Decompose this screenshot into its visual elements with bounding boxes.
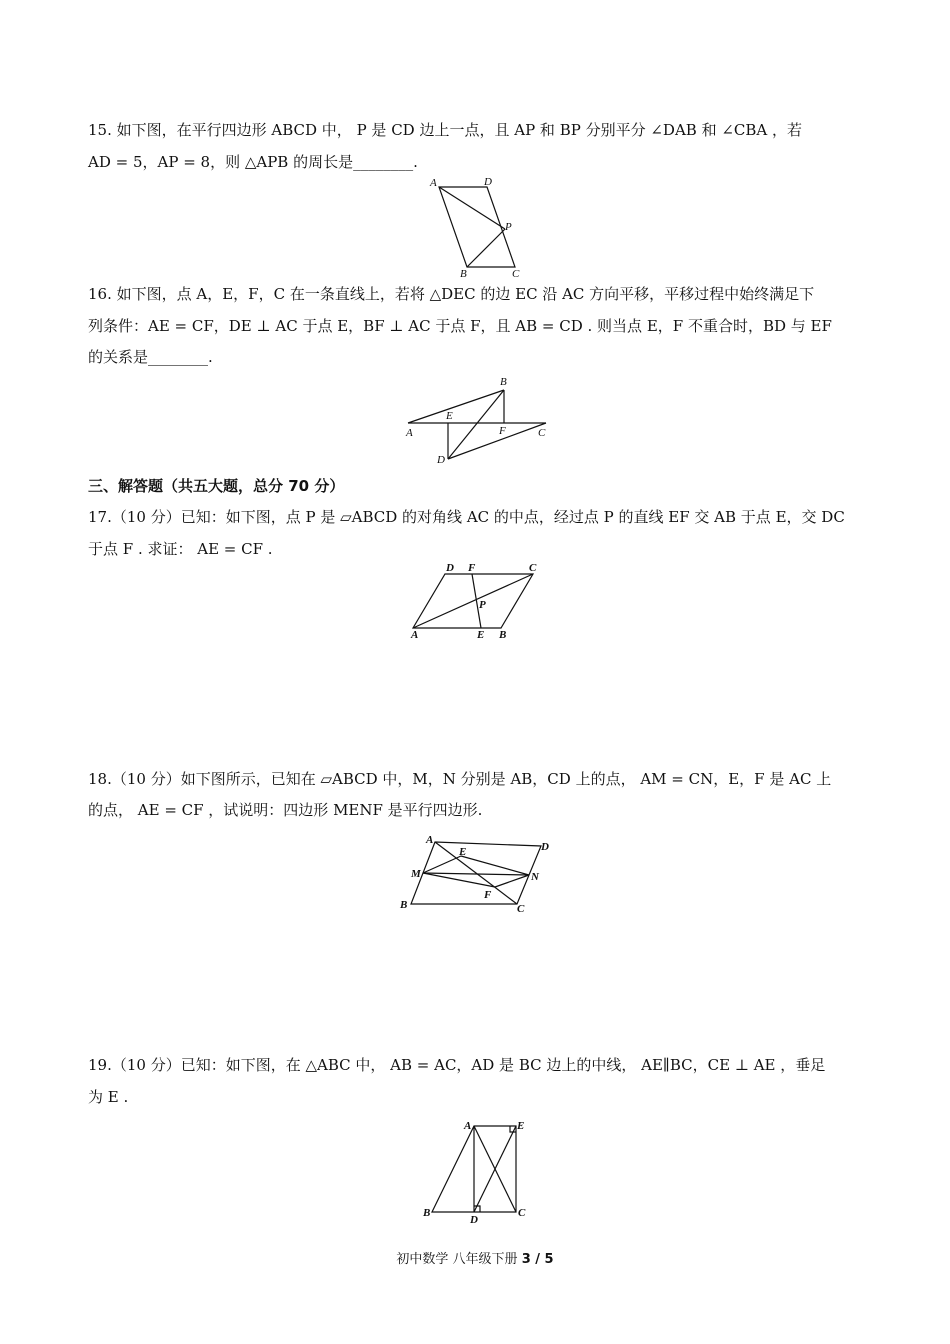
q17-label-c: C [529, 562, 537, 574]
q18-label-c: C [517, 903, 525, 915]
q18-label-n: N [531, 871, 539, 883]
q15-text-line2: AD = 5，AP = 8，则 △APB 的周长是________. [88, 153, 418, 171]
q18-text-line2: 的点， AE = CF ，试说明：四边形 MENF 是平行四边形. [88, 801, 483, 819]
q15-label-b: B [460, 268, 467, 280]
q17-label-a: A [411, 629, 419, 641]
q18-label-b: B [400, 899, 408, 911]
q17-text-line2: 于点 F . 求证： AE = CF . [88, 540, 273, 558]
q16-label-b: B [500, 376, 507, 388]
q19-label-b: B [423, 1207, 431, 1219]
q15-label-d: D [484, 176, 492, 188]
q18-figure [395, 830, 560, 920]
q18-label-d: D [541, 841, 549, 853]
q15-text-line1: 15. 如下图，在平行四边形 ABCD 中， P 是 CD 边上一点，且 AP 和 BP 分别平分 ∠DAB 和 ∠CBA ，若 [88, 121, 803, 139]
q15-label-p: P [505, 221, 512, 233]
q17-label-b: B [499, 629, 507, 641]
footer-course: 初中数学 八年级下册 [396, 1252, 518, 1267]
q16-label-e: E [446, 410, 453, 422]
q19-label-d: D [470, 1214, 478, 1226]
q17-label-p: P [479, 599, 486, 611]
page-footer [0, 1248, 950, 1267]
q16-label-c: C [538, 427, 546, 439]
q15-label-c: C [512, 268, 520, 280]
q17-figure [405, 560, 550, 642]
q19-text-line2: 为 E . [88, 1088, 129, 1106]
q17-label-f: F [468, 562, 476, 574]
q17-text-line1: 17.（10 分）已知：如下图，点 P 是 ▱ABCD 的对角线 AC 的中点，经过点 P 的直线 EF 交 AB 于点 E，交 DC [88, 508, 845, 526]
q17-label-e: E [477, 629, 485, 641]
q19-label-c: C [518, 1207, 526, 1219]
q16-text-line3: 的关系是________. [88, 348, 213, 366]
q16-text-line1: 16. 如下图，点 A，E，F，C 在一条直线上，若将 △DEC 的边 EC 沿 AC 方向平移，平移过程中始终满足下 [88, 285, 815, 303]
q16-figure [400, 372, 560, 467]
q19-label-e: E [517, 1120, 525, 1132]
q19-figure [420, 1115, 535, 1230]
q18-text-line1: 18.（10 分）如下图所示，已知在 ▱ABCD 中，M，N 分别是 AB，CD 上的点， AM = CN，E，F 是 AC 上 [88, 770, 832, 788]
q18-label-m: M [411, 868, 421, 880]
q16-label-a: A [406, 427, 413, 439]
section-heading: 三、解答题（共五大题，总分 70 分） [88, 477, 345, 495]
q16-label-d: D [437, 454, 445, 466]
q18-label-f: F [484, 889, 492, 901]
q19-label-a: A [464, 1120, 472, 1132]
q15-label-a: A [430, 177, 437, 189]
q18-label-e: E [459, 846, 467, 858]
q18-label-a: A [426, 834, 434, 846]
q19-text-line1: 19.（10 分）已知：如下图，在 △ABC 中， AB = AC，AD 是 BC 边上的中线， AE∥BC，CE ⊥ AE ，垂足 [88, 1056, 826, 1074]
q17-label-d: D [446, 562, 454, 574]
q16-label-f: F [499, 425, 506, 437]
q16-text-line2: 列条件：AE = CF，DE ⊥ AC 于点 E，BF ⊥ AC 于点 F，且 AB = CD . 则当点 E，F 不重合时，BD 与 EF [88, 317, 832, 335]
q15-figure [425, 175, 535, 280]
footer-page-number: 3 / 5 [521, 1252, 554, 1267]
